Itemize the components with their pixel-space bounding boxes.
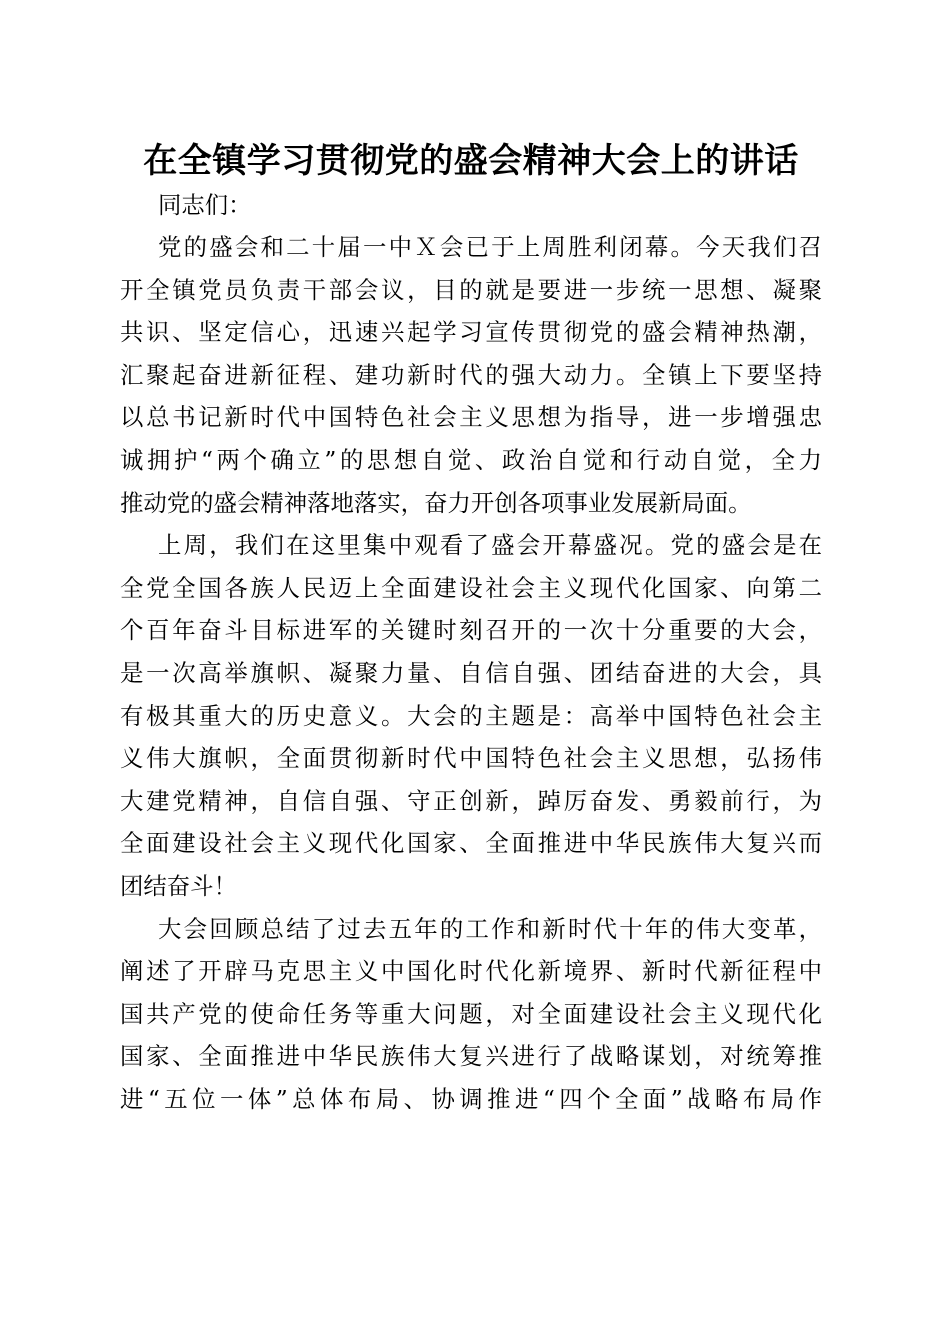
paragraph-line: 党的盛会和二十届一中Ｘ会已于上周胜利闭幕。今天我们召: [158, 233, 822, 261]
paragraph-line: 义伟大旗帜，全面贯彻新时代中国特色社会主义思想，弘扬伟: [120, 744, 822, 773]
paragraph-3: [120, 908, 822, 1121]
paragraph-line: 全党全国各族人民迈上全面建设社会主义现代化国家、向第二: [120, 573, 822, 602]
paragraph-line: 大建党精神，自信自强、守正创新，踔厉奋发、勇毅前行，为: [120, 786, 822, 815]
paragraph-line: 团结奋斗！: [120, 871, 237, 900]
paragraph-line: 诚拥护“两个确立”的思想自觉、政治自觉和行动自觉，全力: [120, 445, 822, 474]
paragraph-line: 国共产党的使命任务等重大问题，对全面建设社会主义现代化: [120, 999, 822, 1028]
paragraph-line: 阐述了开辟马克思主义中国化时代化新境界、新时代新征程中: [120, 957, 822, 986]
paragraph-line: 国家、全面推进中华民族伟大复兴进行了战略谋划，对统筹推: [120, 1042, 822, 1071]
paragraph-line: 大会回顾总结了过去五年的工作和新时代十年的伟大变革，: [158, 914, 822, 943]
paragraph-1: [120, 226, 822, 524]
paragraph-line: 共识、坚定信心，迅速兴起学习宣传贯彻党的盛会精神热潮，: [120, 318, 822, 347]
salutation: 同志们：: [158, 191, 252, 219]
document-title: 在全镇学习贯彻党的盛会精神大会上的讲话: [143, 141, 799, 181]
paragraph-line: 上周，我们在这里集中观看了盛会开幕盛况。党的盛会是在: [158, 531, 822, 560]
paragraph-line: 以总书记新时代中国特色社会主义思想为指导，进一步增强忠: [120, 403, 822, 432]
paragraph-2: [120, 524, 822, 907]
paragraph-line: 全面建设社会主义现代化国家、全面推进中华民族伟大复兴而: [120, 829, 822, 858]
paragraph-line: 开全镇党员负责干部会议，目的就是要进一步统一思想、凝聚: [120, 275, 822, 304]
document-page: [120, 138, 822, 1120]
paragraph-line: 有极其重大的历史意义。大会的主题是：高举中国特色社会主: [120, 701, 822, 730]
paragraph-line: 个百年奋斗目标进军的关键时刻召开的一次十分重要的大会，: [120, 616, 822, 645]
paragraph-line: 汇聚起奋进新征程、建功新时代的强大动力。全镇上下要坚持: [120, 360, 822, 389]
paragraph-line: 进“五位一体”总体布局、协调推进“四个全面”战略布局作: [120, 1084, 822, 1113]
paragraph-line: 是一次高举旗帜、凝聚力量、自信自强、团结奋进的大会，具: [120, 658, 822, 687]
paragraph-line: 推动党的盛会精神落地落实，奋力开创各项事业发展新局面。: [120, 488, 752, 517]
